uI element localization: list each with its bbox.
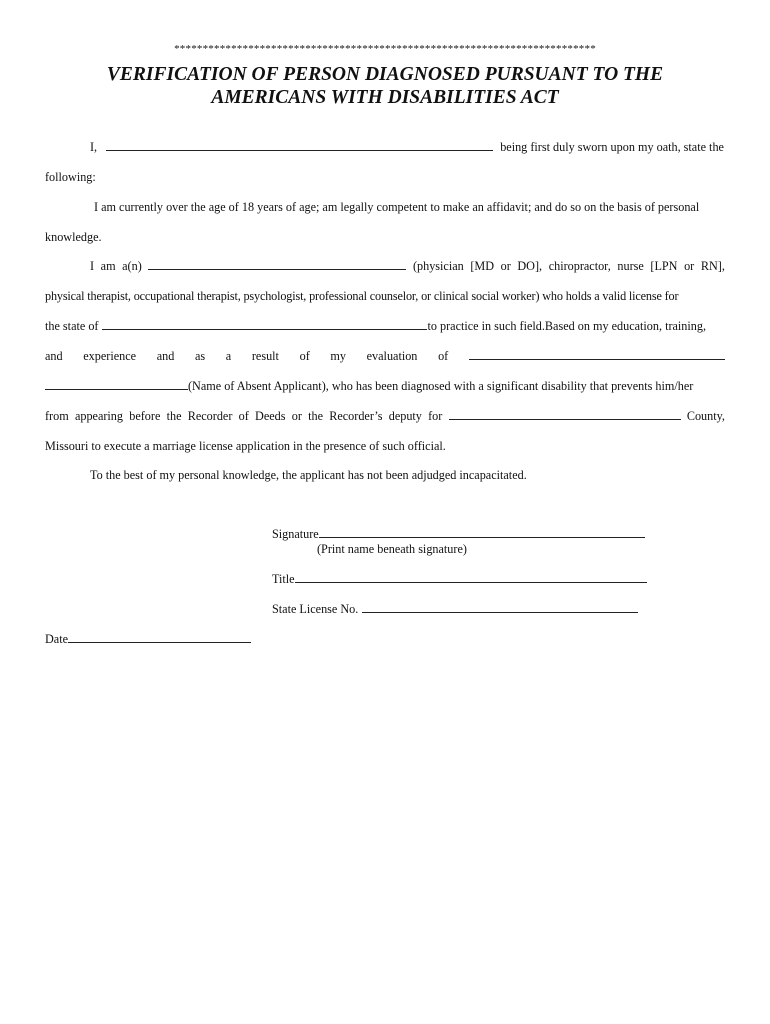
title-line-2: AMERICANS WITH DISABILITIES ACT bbox=[211, 87, 559, 108]
title-label: Title bbox=[272, 572, 295, 586]
license-state-field[interactable] bbox=[102, 318, 427, 330]
applicant-name-field-part1[interactable] bbox=[469, 348, 725, 360]
competency-text: I am currently over the age of 18 years of age; am legally competent to make an affidavit; and do so on the basis of personal bbox=[94, 200, 700, 214]
applicant-line: (Name of Absent Applicant), who has been diagnosed with a significant disability that prevents him/her bbox=[45, 378, 725, 394]
stars-divider: ************************************************************************** bbox=[174, 43, 596, 55]
oath-line bbox=[45, 139, 725, 155]
signature-row bbox=[272, 526, 645, 542]
profession-field[interactable] bbox=[148, 258, 406, 270]
competency-continuation: knowledge. bbox=[45, 230, 102, 244]
evaluation-line: and experience and as a result of my evaluation of bbox=[45, 348, 725, 364]
signature-label: Signature bbox=[272, 527, 319, 541]
affiant-name-field[interactable] bbox=[106, 139, 493, 151]
title-row bbox=[272, 571, 647, 587]
license-number-field[interactable] bbox=[362, 601, 638, 613]
title-line-1: VERIFICATION OF PERSON DIAGNOSED PURSUANT TO THE bbox=[106, 64, 664, 85]
profession-line: I am a(n) (physician [MD or DO], chiropractor, nurse [LPN or RN], bbox=[90, 259, 725, 273]
license-label: State License No. bbox=[272, 602, 359, 616]
oath-prefix: I, bbox=[90, 140, 98, 154]
date-row bbox=[45, 631, 725, 647]
oath-suffix: being first duly sworn upon my oath, state the bbox=[500, 140, 724, 154]
missouri-line: Missouri to execute a marriage license application in the presence of such official. bbox=[45, 439, 446, 453]
date-field[interactable] bbox=[68, 631, 251, 643]
print-name-note: (Print name beneath signature) bbox=[317, 542, 467, 556]
title-field[interactable] bbox=[295, 571, 647, 583]
document-title bbox=[0, 63, 770, 109]
recorder-line: from appearing before the Recorder of Deeds or the Recorder’s deputy for County, bbox=[45, 409, 725, 423]
signature-field[interactable] bbox=[319, 526, 645, 538]
applicant-name-field-part2[interactable] bbox=[45, 378, 188, 390]
profession-list-line: physical therapist, occupational therapist, psychologist, professional counselor, or clinical social worker) who holds a valid license for bbox=[45, 289, 679, 303]
license-row bbox=[272, 601, 638, 617]
date-label: Date bbox=[45, 632, 69, 646]
competency-line bbox=[45, 199, 725, 215]
county-field[interactable] bbox=[449, 408, 681, 420]
oath-continuation: following: bbox=[45, 170, 96, 184]
license-state-line: the state of to practice in such field.Based on my education, training, bbox=[45, 319, 707, 333]
incapacity-line: To the best of my personal knowledge, the applicant has not been adjudged incapacitated. bbox=[90, 468, 527, 482]
